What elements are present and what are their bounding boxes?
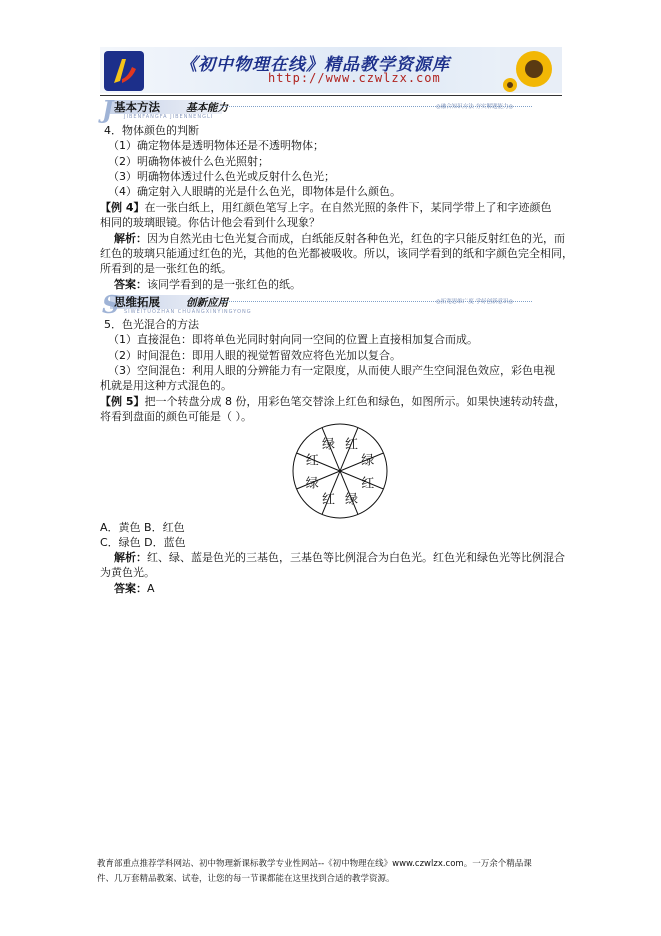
item4-point-3: （3）明确物体透过什么色光或反射什么色光； bbox=[108, 170, 335, 183]
section-header-extension bbox=[100, 290, 580, 319]
analysis-label: 解析： bbox=[114, 551, 147, 564]
section-subtitle: 创新应用 bbox=[186, 297, 228, 309]
item5-heading: 5．色光混合的方法 bbox=[104, 318, 199, 331]
example4-analysis bbox=[114, 232, 565, 245]
sunflower-image bbox=[500, 47, 562, 93]
item5-point-1: （1）直接混色：即将单色光同时射向同一空间的位置上直接相加复合而成。 bbox=[108, 333, 478, 346]
example5-question bbox=[100, 395, 565, 408]
example4-a-line1: 因为自然光由七色光复合而成，白纸能反射各种色光，红色的字只能反射红色的光，而 bbox=[147, 232, 565, 245]
answer-label: 答案： bbox=[114, 278, 147, 291]
section-pinyin: JIBENFANGFA JIBENNENGLI bbox=[124, 114, 214, 120]
wheel-sector-label: 绿 bbox=[344, 492, 358, 508]
example4-answer-text: 该同学看到的是一张红色的纸。 bbox=[147, 278, 301, 291]
section-tag: ◎拓宽思维广度 学好创新意识◎ bbox=[436, 299, 514, 305]
wheel-sector-label: 红 bbox=[322, 492, 336, 508]
example4-q-line1: 在一张白纸上，用红颜色笔写上字。在自然光照的条件下，某同学带上了和字迹颜色 bbox=[144, 201, 552, 214]
page-footer bbox=[97, 857, 532, 887]
wheel-sector-label: 绿 bbox=[305, 476, 319, 492]
analysis-label: 解析： bbox=[114, 232, 147, 245]
example5-tag: 【例 5】 bbox=[100, 395, 145, 408]
item5-point-2: （2）时间混色：即用人眼的视觉暂留效应将色光加以复合。 bbox=[108, 349, 401, 362]
banner-divider bbox=[100, 95, 562, 96]
site-banner bbox=[100, 47, 562, 93]
section-title: 基本方法 bbox=[114, 100, 160, 114]
item4-point-2: （2）明确物体被什么色光照射； bbox=[108, 155, 269, 168]
wheel-sector-label: 绿 bbox=[322, 437, 336, 453]
item4-point-1: （1）确定物体是透明物体还是不透明物体； bbox=[108, 139, 324, 152]
site-logo-icon bbox=[104, 51, 144, 91]
color-wheel-figure bbox=[291, 422, 389, 520]
section-lettermark-icon: J bbox=[102, 95, 114, 124]
banner-url[interactable]: http://www.czwlzx.com bbox=[268, 71, 441, 85]
example5-options-row2: C．绿色 D．蓝色 bbox=[100, 536, 186, 549]
wheel-sector-label: 绿 bbox=[361, 453, 375, 469]
example5-options-row1: A．黄色 B．红色 bbox=[100, 521, 185, 534]
wheel-sector-label: 红 bbox=[344, 437, 358, 453]
example5-q-line1: 把一个转盘分成 8 份，用彩色笔交替涂上红色和绿色，如图所示。如果快速转动转盘， bbox=[144, 395, 566, 408]
example5-answer bbox=[114, 582, 155, 595]
section-title: 思维拓展 bbox=[114, 295, 160, 309]
item5-point-3: （3）空间混色：利用人眼的分辨能力有一定限度，从而使人眼产生空间混色效应，彩色电视 bbox=[108, 364, 555, 377]
section-lettermark-icon: S bbox=[102, 290, 120, 319]
example4-a-line2: 红色的玻璃只能通过红色的光，其他的色光都被吸收。所以，该同学看到的纸和字颜色完全相同， bbox=[100, 247, 573, 260]
example4-answer bbox=[114, 278, 301, 291]
answer-label: 答案： bbox=[114, 582, 147, 595]
section-tag: ◎融合知识方法 夯实解题能力◎ bbox=[436, 104, 514, 110]
example5-analysis bbox=[114, 551, 565, 564]
example5-a-line2: 为黄色光。 bbox=[100, 566, 155, 579]
item4-point-4: （4）确定射入人眼睛的光是什么色光，即物体是什么颜色。 bbox=[108, 185, 401, 198]
footer-line2: 件、几万套精品教案、试卷，让您的每一节课都能在这里找到合适的教学资源。 bbox=[97, 874, 395, 884]
item4-heading: 4．物体颜色的判断 bbox=[104, 124, 199, 137]
example5-answer-text: A bbox=[147, 582, 155, 595]
wheel-sector-label: 红 bbox=[305, 453, 319, 469]
section-header-basic bbox=[100, 95, 580, 124]
wheel-sector-label: 红 bbox=[361, 476, 375, 492]
example4-a-line3: 所看到的是一张红色的纸。 bbox=[100, 262, 232, 275]
banner-title: 《初中物理在线》精品教学资源库 bbox=[180, 55, 450, 75]
example5-q-line2: 将看到盘面的颜色可能是（ ）。 bbox=[100, 410, 252, 423]
section-subtitle: 基本能力 bbox=[186, 102, 228, 114]
example5-a-line1: 红、绿、蓝是色光的三基色，三基色等比例混合为白色光。红色光和绿色光等比例混合 bbox=[147, 551, 565, 564]
item5-point-3b: 机就是用这种方式混色的。 bbox=[100, 379, 232, 392]
example4-question bbox=[100, 201, 551, 214]
footer-line1: 教育部重点推荐学科网站、初中物理新课标教学专业性网站--《初中物理在线》www.czwlzx.com。一万余个精品课 bbox=[97, 859, 532, 869]
example4-tag: 【例 4】 bbox=[100, 201, 145, 214]
section-pinyin: SIWEITUOZHAN CHUANGXINYINGYONG bbox=[124, 309, 252, 315]
example4-q-line2: 相同的玻璃眼镜。你估计他会看到什么现象？ bbox=[100, 216, 320, 229]
